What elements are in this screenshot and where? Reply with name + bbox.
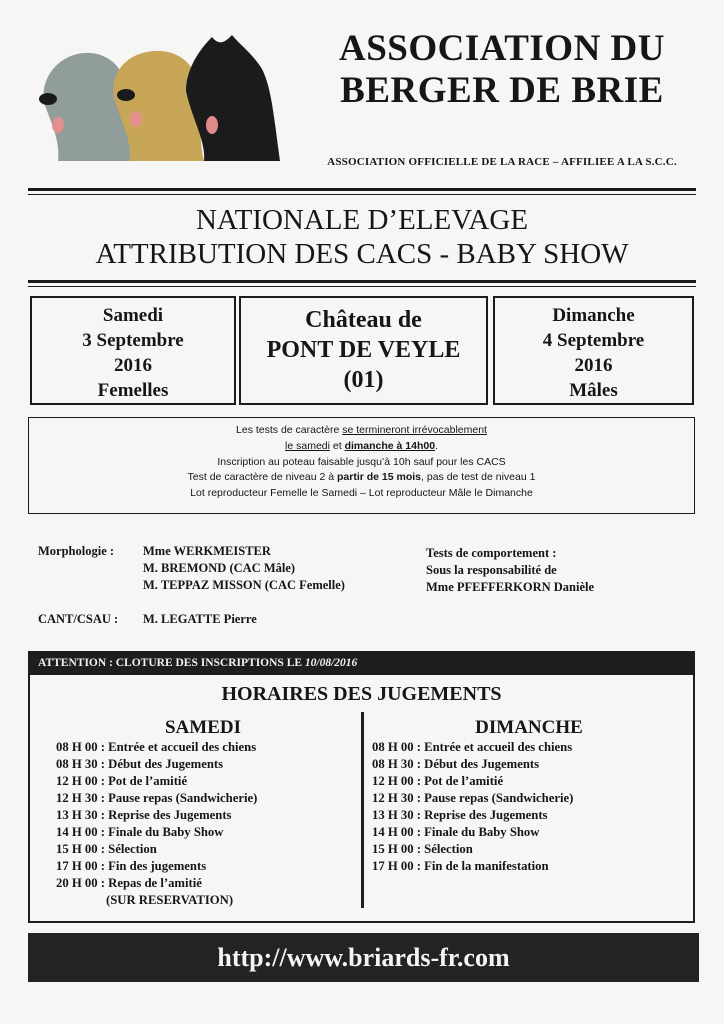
sunday-box [493,296,694,405]
notice-text: Test de caractère de niveau 2 à [187,471,335,484]
briard-dogs-logo-icon [36,33,282,163]
reservation-note: (SUR RESERVATION) [106,893,234,907]
notice-text-bold: partir de 15 mois [336,471,422,484]
saturday-year: 2016 [114,355,152,376]
schedule-item: 08 H 00 : Entrée et accueil des chiens [56,740,257,754]
black-dog-tongue [206,116,218,134]
schedule-item: 12 H 00 : Pot de l’amitié [372,773,504,788]
schedule-item: 17 H 00 : Fin des jugements [56,858,207,873]
sunday-category: Mâles [569,380,618,401]
saturday-category: Femelles [97,380,169,401]
saturday-schedule [56,739,257,892]
venue-box [239,296,488,405]
sunday-schedule [372,739,573,875]
saturday-date: 3 Septembre [82,330,184,351]
notice-text: et [332,439,342,452]
venue-line-2: PONT DE VEYLE [266,337,461,363]
schedule-item: 08 H 30 : Début des Jugements [56,756,224,771]
event-title-line-2: ATTRIBUTION DES CACS - BABY SHOW [95,238,629,270]
sunday-year: 2016 [574,355,613,376]
schedule-item: 12 H 00 : Pot de l’amitié [56,773,188,788]
schedule-item: 14 H 00 : Finale du Baby Show [56,824,224,839]
event-rule-thick [28,280,696,283]
behavior-label: Tests de comportement : [426,546,557,560]
venue-line-1: Château de [305,307,422,333]
title-line-1: ASSOCIATION DU [338,28,666,69]
schedule-item: 12 H 30 : Pause repas (Sandwicherie) [56,790,258,805]
header-rule-thick [28,188,696,191]
event-rule-thin [28,286,696,287]
notice-text: Les tests de caractère [236,424,340,436]
morphology-judge-2: M. BREMOND (CAC Mâle) [143,561,296,575]
notice-text-underlined: se termineront irrévocablement [342,424,487,436]
saturday-day: Samedi [102,305,164,326]
registration-deadline-bar [28,651,695,675]
saturday-heading: SAMEDI [164,717,241,738]
grey-dog-nose [39,93,57,105]
morphology-label: Morphologie : [38,544,115,558]
organization-title [292,28,712,112]
event-title [30,203,694,271]
yellow-dog-nose [117,89,135,101]
sunday-heading: DIMANCHE [475,717,583,738]
header-rule-thin [28,194,696,195]
schedule-title: HORAIRES DES JUGEMENTS [221,683,502,705]
sunday-day: Dimanche [552,305,635,326]
saturday-box [30,296,236,405]
schedule-item: 15 H 00 : Sélection [56,841,157,856]
schedule-item: 13 H 30 : Reprise des Jugements [56,807,232,822]
notice-text: , pas de test de niveau 1 [421,471,536,484]
notice-line-5: Lot reproducteur Femelle le Samedi – Lot reproducteur Mâle le Dimanche [190,487,533,500]
grey-dog-tongue [52,117,64,133]
cant-label: CANT/CSAU : [38,612,119,626]
notice-text-bold: dimanche à 14h00 [344,439,436,452]
notice-line-3: Inscription au poteau faisable jusqu’à 10h sauf pour les CACS [217,455,506,468]
event-title-line-1: NATIONALE D’ELEVAGE [195,204,529,236]
schedule-item: 17 H 00 : Fin de la manifestation [372,858,549,873]
cant-judge: M. LEGATTE Pierre [143,612,257,626]
website-url-bar [28,933,699,982]
website-url-link[interactable]: http://www.briards-fr.com [217,943,510,972]
schedule-item: 20 H 00 : Repas de l’amitié [56,875,202,890]
deadline-date: 10/08/2016 [304,657,358,669]
schedule-item: 08 H 30 : Début des Jugements [372,756,540,771]
notice-box [28,417,695,514]
title-line-2: BERGER DE BRIE [340,70,664,111]
notice-line-4 [29,470,694,486]
sunday-date: 4 Septembre [542,330,645,351]
notice-text: . [435,439,438,452]
notice-line-2 [29,439,694,455]
yellow-dog-tongue [130,111,142,127]
schedule-item: 15 H 00 : Sélection [372,841,473,856]
schedule-item: 08 H 00 : Entrée et accueil des chiens [372,740,573,754]
deadline-text: ATTENTION : CLOTURE DES INSCRIPTIONS LE [38,657,305,669]
notice-line-1 [29,423,694,439]
organization-subtitle: ASSOCIATION OFFICIELLE DE LA RACE – AFFILIEE A LA S.C.C. [327,156,677,168]
schedule-item: 14 H 00 : Finale du Baby Show [372,824,540,839]
schedule-item: 13 H 30 : Reprise des Jugements [372,807,548,822]
behavior-line: Sous la responsabilité de [426,563,557,577]
venue-line-3: (01) [343,367,384,393]
morphology-judge-3: M. TEPPAZ MISSON (CAC Femelle) [143,578,345,592]
morphology-judge-1: Mme WERKMEISTER [143,544,271,558]
notice-text-underlined: le samedi [285,439,330,452]
behavior-judge: Mme PFEFFERKORN Danièle [426,580,595,594]
schedule-item: 12 H 30 : Pause repas (Sandwicherie) [372,790,574,805]
schedule-column-divider [361,712,364,908]
